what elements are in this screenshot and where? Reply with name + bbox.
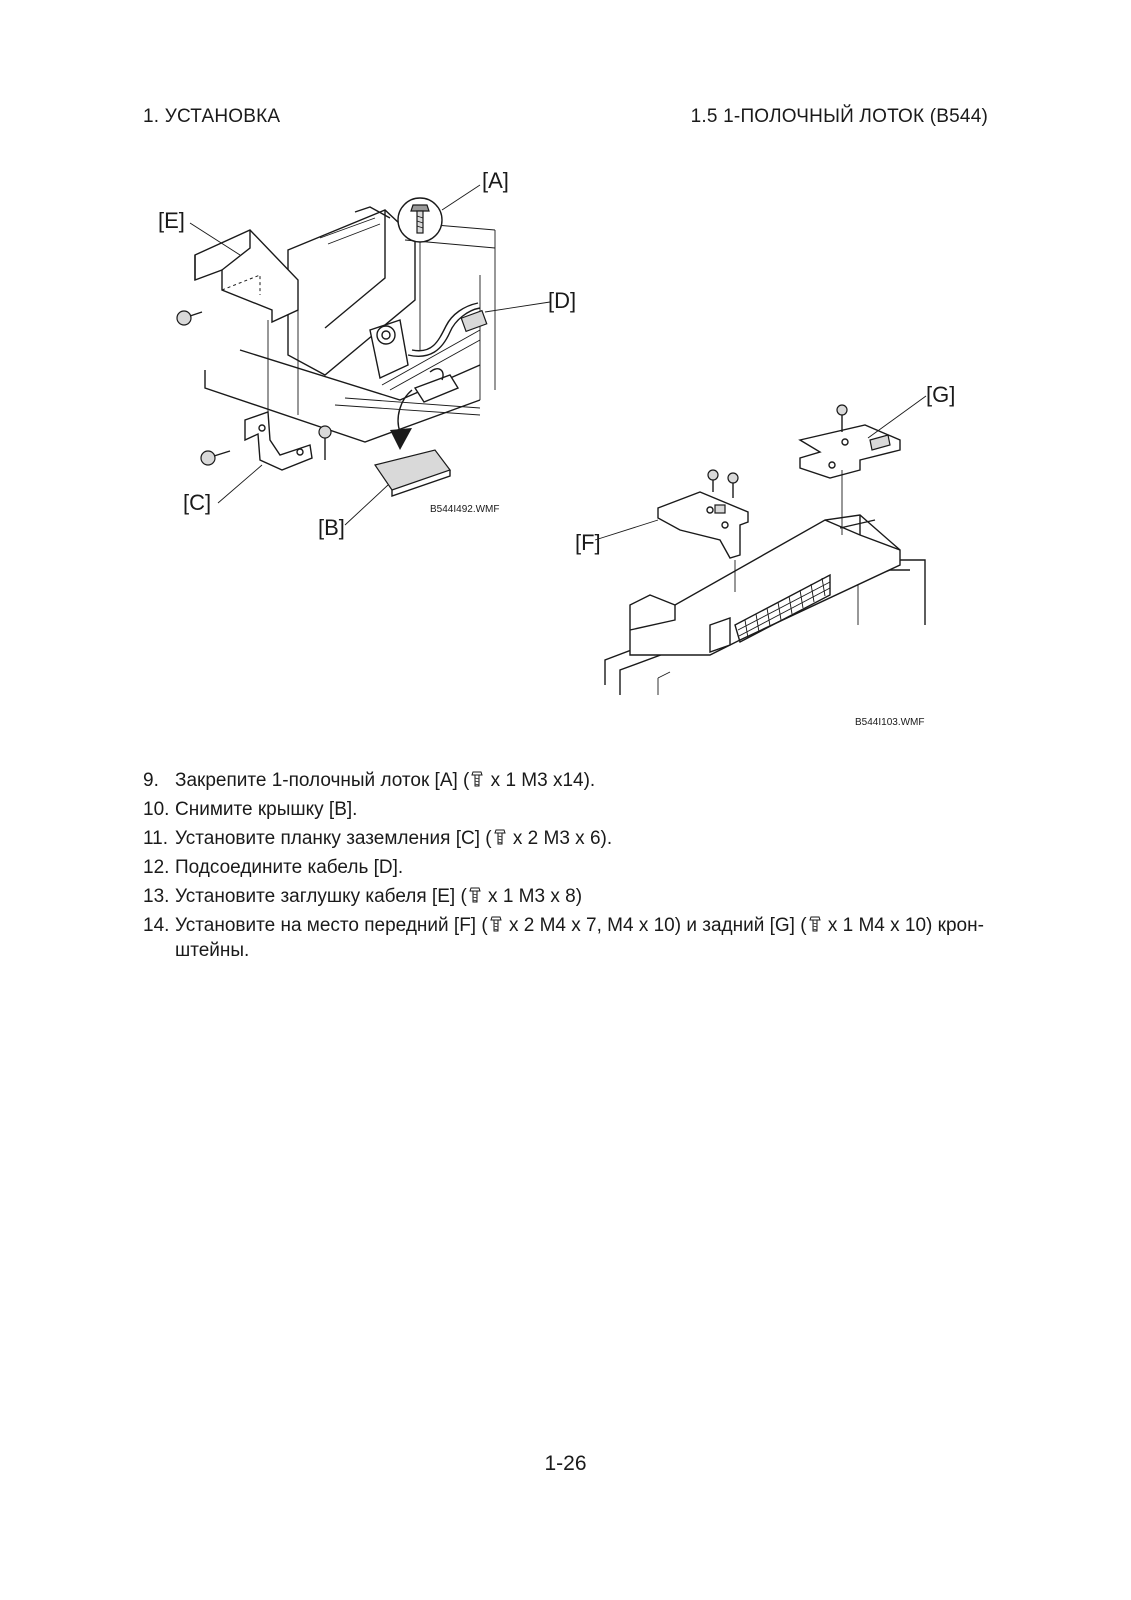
subsection-header: 1.5 1-ПОЛОЧНЫЙ ЛОТОК (B544): [690, 106, 988, 127]
step-text-start: Установите планку заземления [C] (: [175, 828, 492, 849]
figure-left-drawing: [150, 160, 577, 540]
step-number: 11.: [143, 828, 169, 849]
steps-list: [143, 766, 985, 962]
step-item: [143, 882, 985, 911]
screw-icon: [808, 915, 822, 933]
figure-right: [570, 380, 970, 730]
step-text-middle: x 2 M4 x 7, M4 x 10) и задний [G] (: [503, 915, 807, 936]
screw-icon: [468, 886, 482, 904]
step-text: Снимите крышку [B].: [175, 799, 358, 820]
step-text-end: x 1 M3 x 8): [482, 886, 583, 907]
callout-g: [G]: [926, 382, 956, 407]
step-item: [143, 853, 985, 882]
step-text: Подсоедините кабель [D].: [175, 857, 404, 878]
step-number: 12.: [143, 857, 170, 878]
step-item: [143, 766, 985, 795]
step-text-end: x 1 M4 x 10) крон-: [822, 915, 984, 936]
step-item: [143, 795, 985, 824]
step-item: [143, 911, 985, 962]
figure-right-filename: B544I103.WMF: [855, 717, 925, 728]
section-header: 1. УСТАНОВКА: [143, 106, 281, 127]
step-number: 13.: [143, 886, 170, 907]
step-text-end: x 1 M3 x14).: [485, 770, 596, 791]
step-number: 10.: [143, 799, 170, 820]
step-number: 14.: [143, 915, 170, 936]
screw-icon: [493, 828, 507, 846]
step-text-start: Установите на место передний [F] (: [175, 915, 488, 936]
page-number: 1-26: [544, 1452, 587, 1475]
step-text-end: x 2 M3 x 6).: [507, 828, 613, 849]
figure-left: [150, 160, 577, 540]
step-text-start: Закрепите 1-полочный лоток [A] (: [175, 770, 470, 791]
callout-b: [B]: [318, 515, 345, 540]
screw-icon: [470, 770, 484, 788]
step-number: 9.: [143, 770, 159, 791]
callout-e: [E]: [158, 208, 185, 233]
callout-f: [F]: [575, 530, 601, 555]
step-item: [143, 824, 985, 853]
figure-left-filename: B544I492.WMF: [430, 504, 500, 515]
callout-a: [A]: [482, 168, 509, 193]
step-text-start: Установите заглушку кабеля [E] (: [175, 886, 467, 907]
figure-right-drawing: [570, 380, 970, 730]
callout-d: [D]: [548, 288, 577, 313]
step-text-continuation: штейны.: [175, 940, 250, 961]
screw-icon: [489, 915, 503, 933]
callout-c: [C]: [183, 490, 212, 515]
